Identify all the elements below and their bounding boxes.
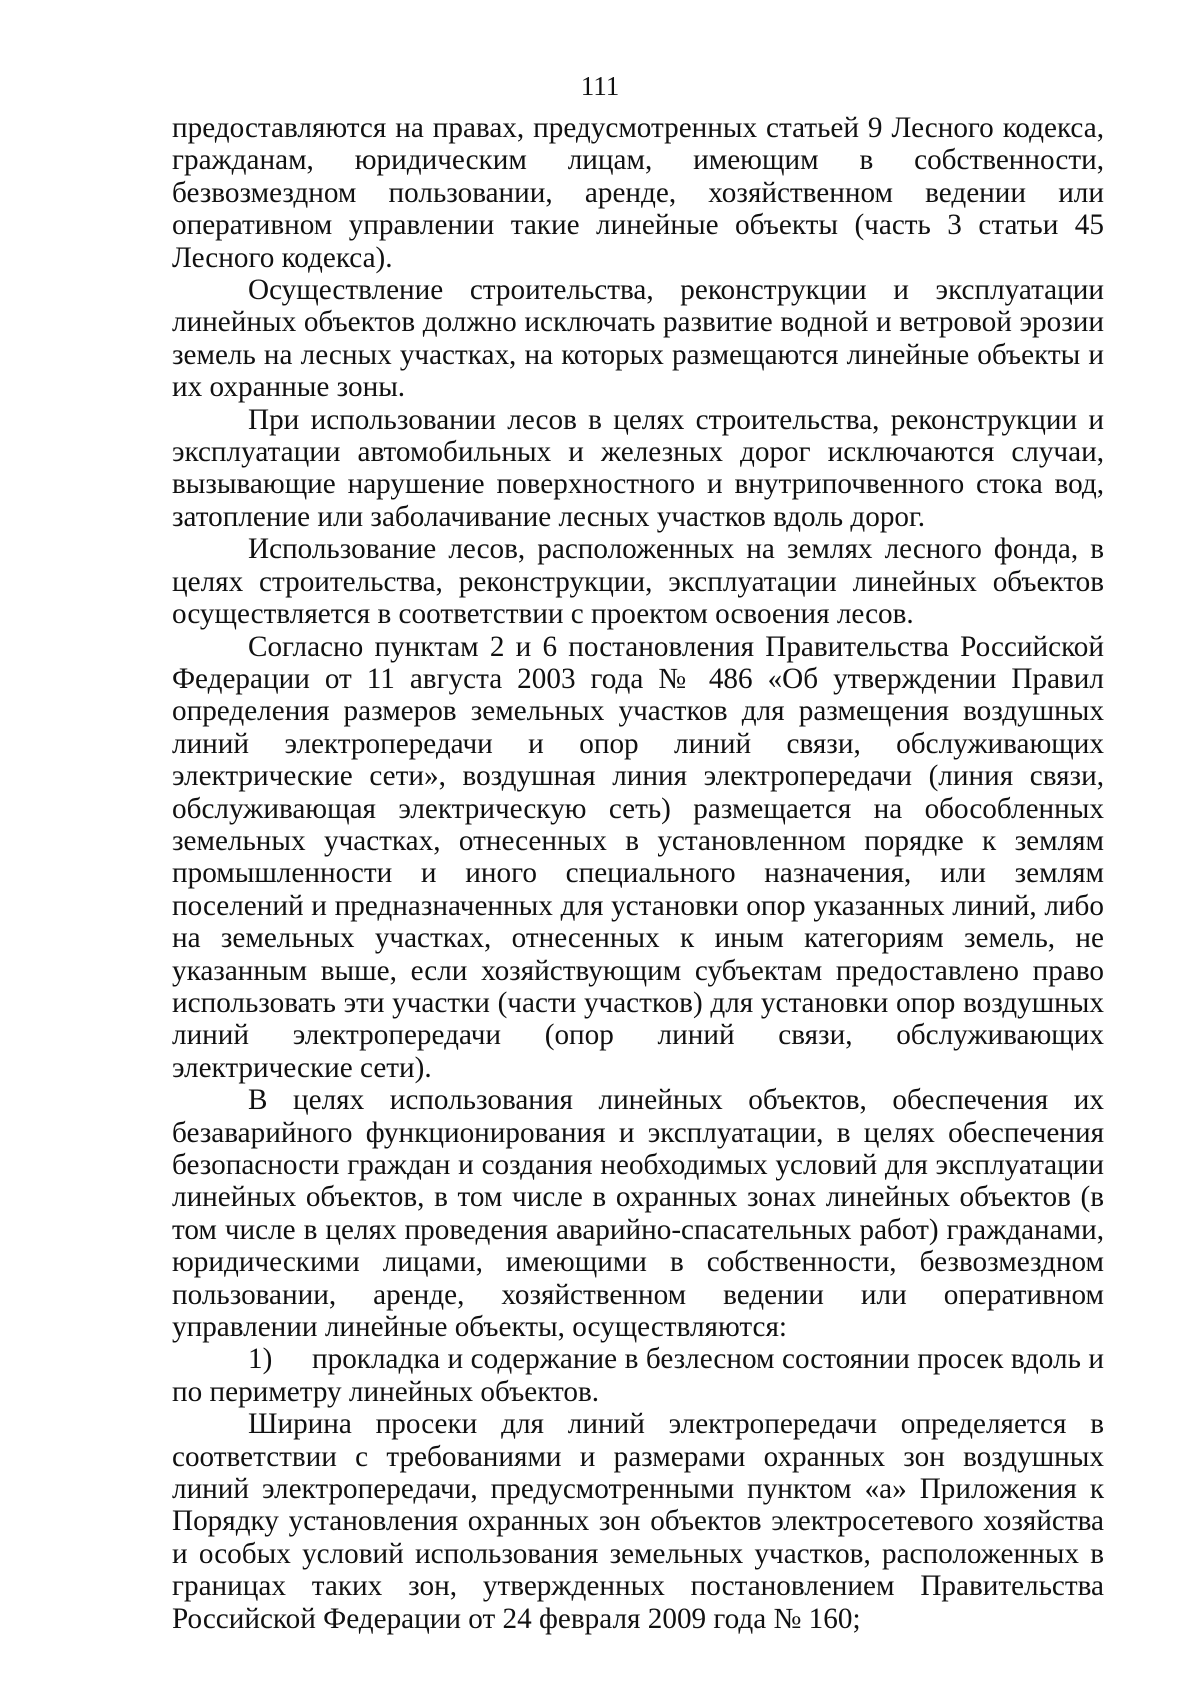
paragraph-linear-objects-purposes: В целях использования линейных объектов, обеспечения их безаварийного функционирования и эксплуатации, в целях обеспечения безопасности граждан и создания необходимых условий для эксплуатации линейных объектов, в том числе в охранных зонах линейных объектов (в том числе в целях проведения аварийно-спасательных работ) гражданами, юридическими лицами, имеющими в собственности, безвозмездном пользовании, аренде, хозяйственном ведении или оперативном управлении линейные объекты, осуществляются: [172, 1084, 1104, 1344]
paragraph-government-resolution: Согласно пунктам 2 и 6 постановления Правительства Российской Федерации от 11 августа 2003 года № 486 «Об утверждении Правил определения размеров земельных участков для размещения воздушных линий электропередачи и опор линий связи, обслуживающих электрические сети», воздушная линия электропередачи (линия связи, обслуживающая электрическую сеть) размещается на обособленных земельных участках, отнесенных в установленном порядке к землям промышленности и иного специального назначения, или землям поселений и предназначенных для установки опор указанных линий, либо на земельных участках, отнесенных к иным категориям земель, не указанным выше, если хозяйствующим субъектам предоставлено право использовать эти участки (части участков) для установки опор воздушных линий электропередачи (опор линий связи, обслуживающих электрические сети). [172, 630, 1104, 1084]
paragraph-clearing-width: Ширина просеки для линий электропередачи определяется в соответствии с требованиями и размерами охранных зон воздушных линий электропередачи, предусмотренными пунктом «а» Приложения к Порядку установления охранных зон объектов электросетевого хозяйства и особых условий использования земельных участков, расположенных в границах таких зон, утвержденных постановлением Правительства Российской Федерации от 24 февраля 2009 года № 160; [172, 1408, 1104, 1635]
list-item-1 [172, 1343, 1104, 1408]
list-item-number: 1) [248, 1343, 273, 1376]
paragraph-forest-project: Использование лесов, расположенных на землях лесного фонда, в целях строительства, реконструкции, эксплуатации линейных объектов осуществляется в соответствии с проектом освоения лесов. [172, 533, 1104, 631]
list-item-text: прокладка и содержание в безлесном состоянии просек вдоль и по периметру линейных объектов. [172, 1343, 1104, 1408]
page-number: 111 [580, 71, 620, 101]
document-body [172, 112, 1104, 1635]
paragraph-roads: При использовании лесов в целях строительства, реконструкции и эксплуатации автомобильных и железных дорог исключаются случаи, вызывающие нарушение поверхностного и внутрипочвенного стока вод, затопление или заболачивание лесных участков вдоль дорог. [172, 403, 1104, 533]
paragraph-continuation: предоставляются на правах, предусмотренных статьей 9 Лесного кодекса, гражданам, юридическим лицам, имеющим в собственности, безвозмездном пользовании, аренде, хозяйственном ведении или оперативном управлении такие линейные объекты (часть 3 статьи 45 Лесного кодекса). [172, 112, 1104, 274]
paragraph-erosion: Осуществление строительства, реконструкции и эксплуатации линейных объектов должно исключать развитие водной и ветровой эрозии земель на лесных участках, на которых размещаются линейные объекты и их охранные зоны. [172, 274, 1104, 404]
